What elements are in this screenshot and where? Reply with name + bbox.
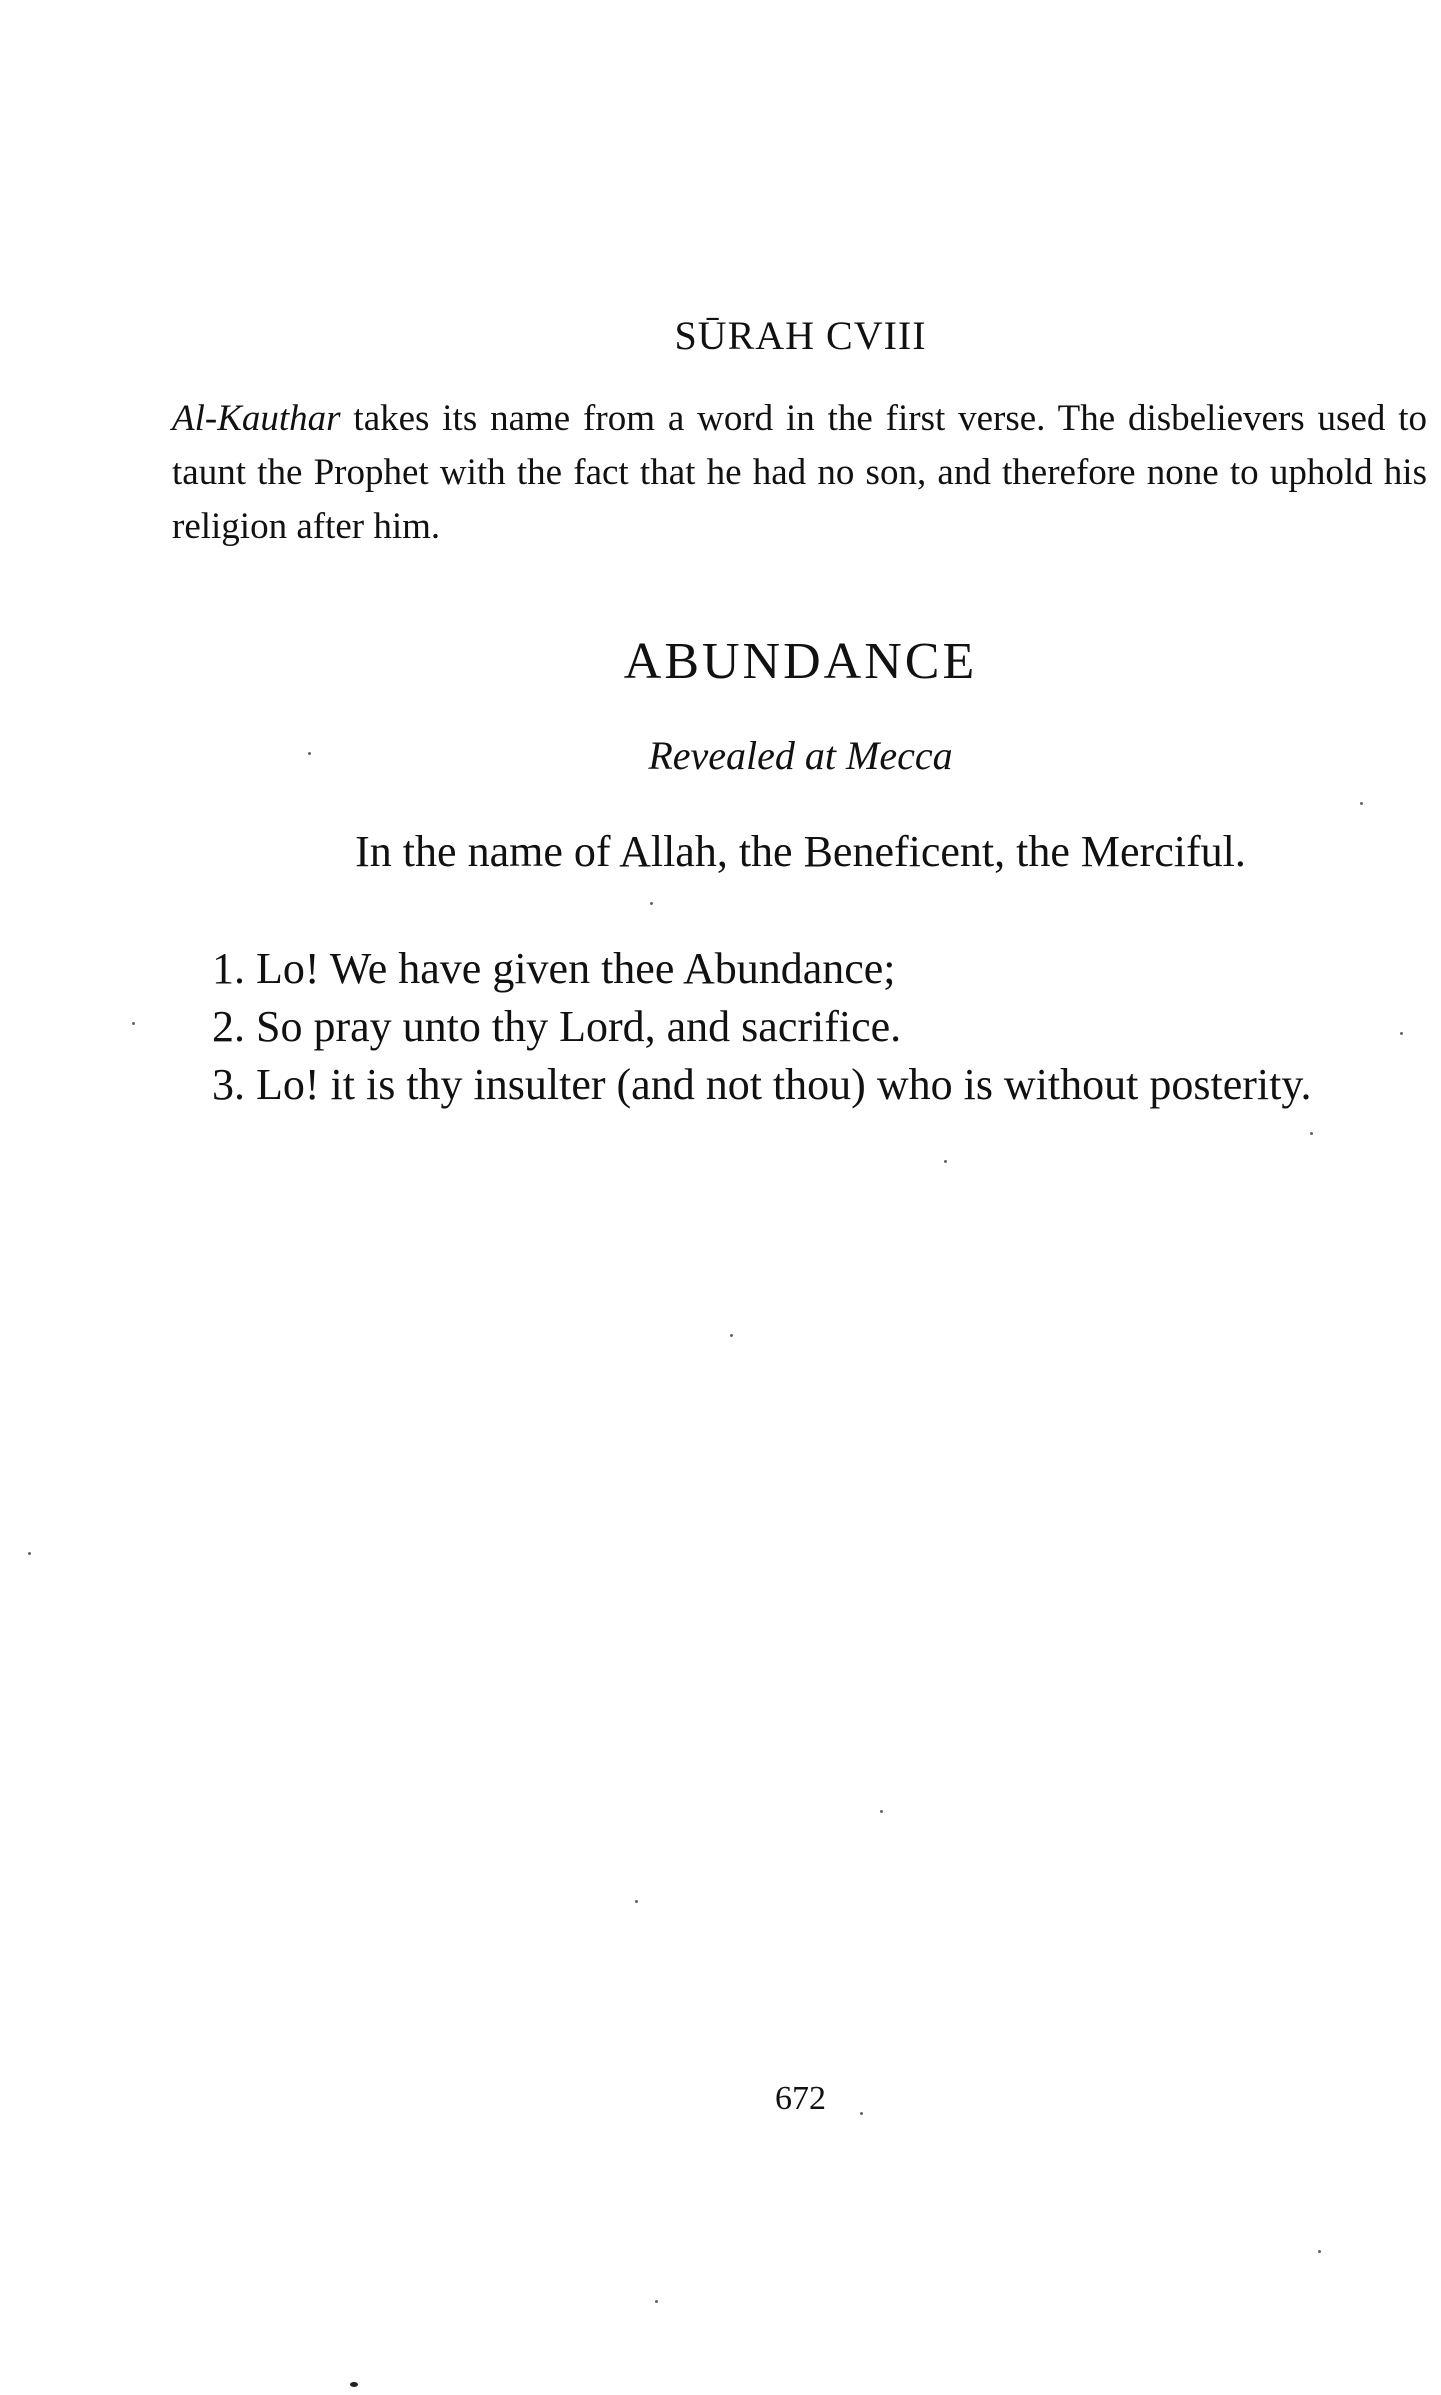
scan-speck [880, 1810, 883, 1813]
scan-speck [350, 2382, 358, 2387]
surah-heading: SŪRAH CVIII [674, 313, 927, 358]
scan-speck [1318, 2250, 1321, 2253]
revealed-location: Revealed at Mecca [648, 733, 953, 778]
scan-speck [655, 2300, 658, 2303]
scan-speck [1400, 1032, 1403, 1035]
bismillah: In the name of Allah, the Beneficent, the Merciful. [355, 827, 1246, 876]
scan-speck [860, 2112, 863, 2115]
chapter-title: ABUNDANCE [623, 633, 978, 690]
scan-speck [944, 1160, 947, 1163]
page-number: 672 [775, 2080, 826, 2117]
verse-1 [172, 940, 1427, 998]
scan-speck [635, 1900, 638, 1903]
scan-speck [1360, 802, 1363, 805]
scan-speck [1310, 1132, 1313, 1135]
scan-speck [650, 902, 653, 905]
verse-text: So pray unto thy Lord, and sacrifice. [256, 1002, 902, 1051]
verse-number: 3. [212, 1060, 245, 1109]
intro-paragraph [172, 392, 1427, 554]
intro-text: takes its name from a word in the first verse. The disbelievers used to taunt the Prophet with the fact that he had no son, and therefore none to uphold his religion after him. [172, 398, 1427, 547]
scan-speck [132, 1022, 135, 1025]
scan-speck [308, 752, 311, 755]
verse-3 [172, 1056, 1427, 1114]
intro-italic-lead: Al-Kauthar [172, 398, 341, 439]
verse-text: Lo! it is thy insulter (and not thou) who is without posterity. [256, 1060, 1312, 1109]
verse-text: Lo! We have given thee Abundance; [256, 944, 896, 993]
verse-2 [172, 998, 1427, 1056]
verse-number: 1. [212, 944, 245, 993]
verse-list [172, 940, 1427, 1114]
scan-speck [28, 1552, 31, 1555]
verse-number: 2. [212, 1002, 245, 1051]
scan-speck [730, 1334, 733, 1337]
